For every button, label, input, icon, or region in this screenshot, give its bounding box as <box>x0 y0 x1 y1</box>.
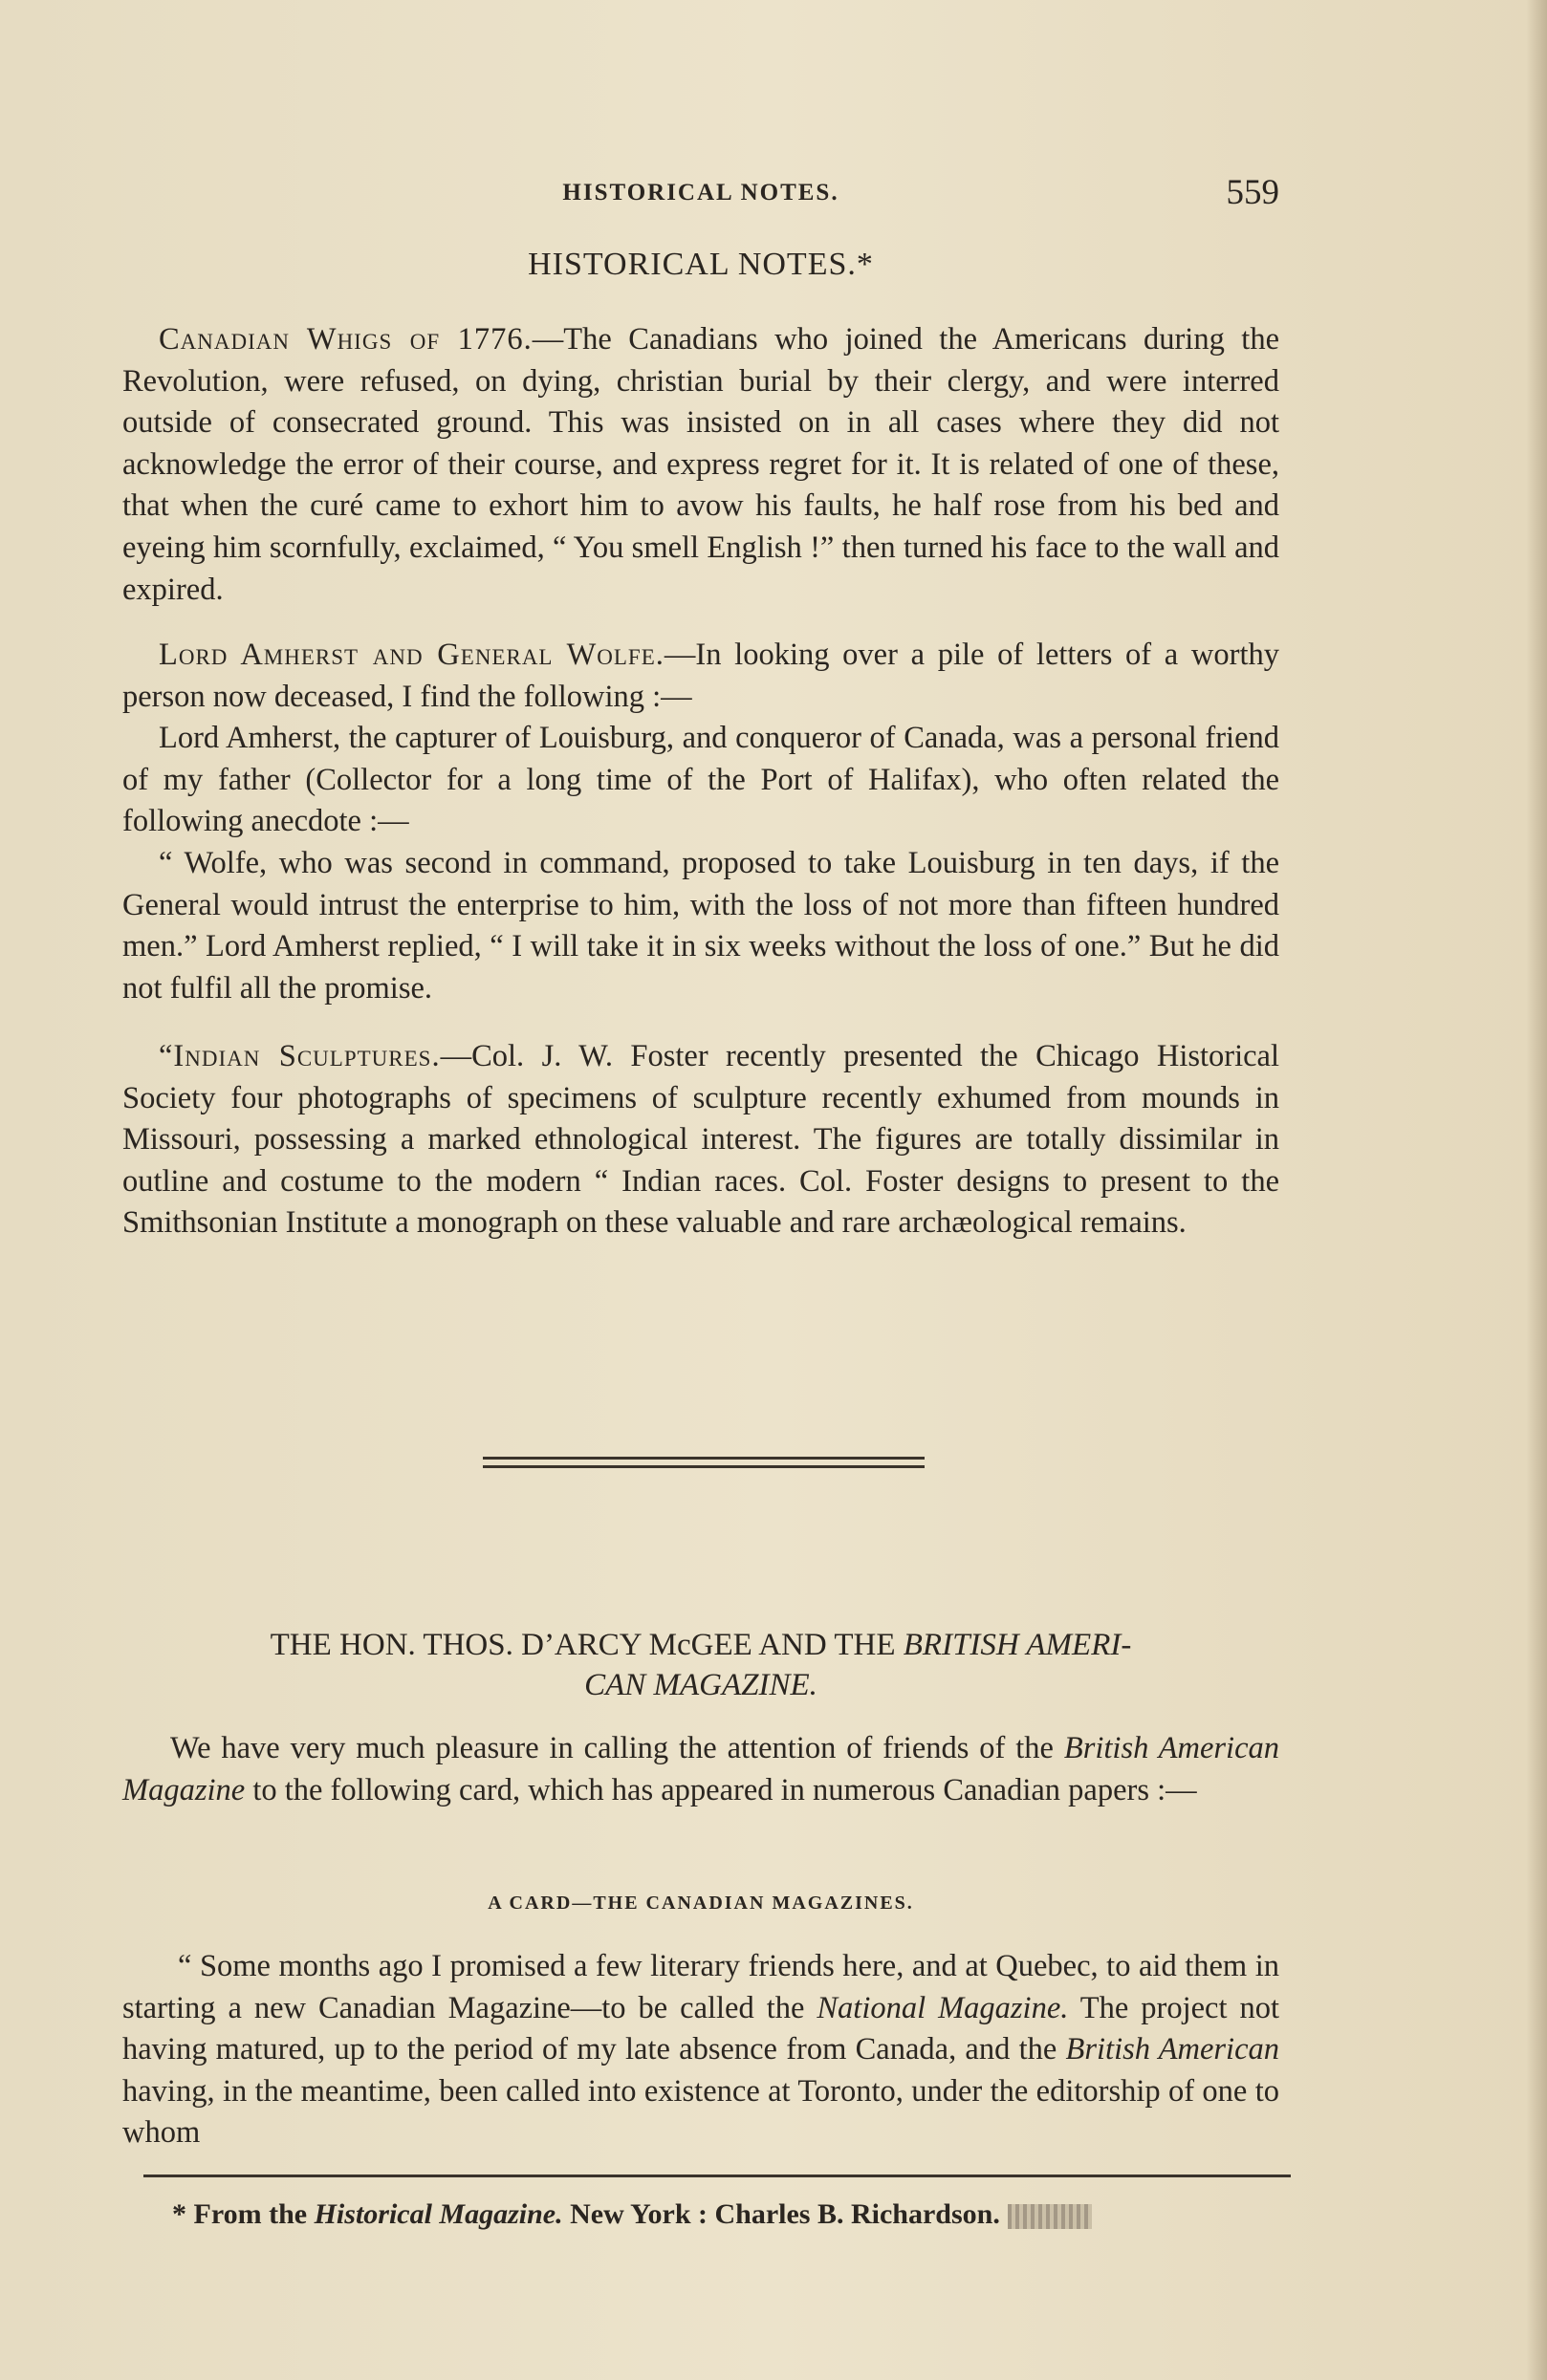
note-heading: Canadian Whigs of 1776. <box>159 322 533 357</box>
page-edge-shadow <box>1526 0 1547 2380</box>
section-title: HISTORICAL NOTES.* <box>528 247 874 282</box>
running-head <box>122 173 1279 218</box>
section-divider <box>483 1457 925 1474</box>
page-number: 559 <box>1226 173 1279 212</box>
note-canadian-whigs <box>122 319 1279 611</box>
note-amherst-wolfe <box>122 635 1279 1009</box>
note-heading: Lord Amherst and General Wolfe. <box>159 638 665 672</box>
card-text: “ Some months ago I promised a few literary friends here, and at Quebec, to aid them in starting a new Canadian Magazine—to be called the National Magazine. The project not having matured, up to the period of my late absence from Canada, and the British American having, in the meantime, been called into existence at Toronto, under the editorship of one to whom <box>122 1949 1279 2151</box>
note-text: Lord Amherst, the capturer of Louisburg, and conqueror of Canada, was a personal friend of my father (Collector for a long time of the Port of Halifax), who often related the following anecdote :— <box>122 721 1279 839</box>
ink-smudge <box>1008 2204 1092 2229</box>
footnote-rule <box>143 2174 1291 2177</box>
note-heading: “Indian Sculptures. <box>159 1039 441 1073</box>
note-text: —In looking over a pile of letters of a worthy person now deceased, I find the following :— <box>122 638 1279 714</box>
note-text: —The Canadians who joined the Americans during the Revolution, were refused, on dying, christian burial by their clergy, and were interred outside of consecrated ground. This was insisted on in all cases where they did not acknowledge the error of their course, and express regret for it. It is related of one of these, that when the curé came to exhort him to avow his faults, he half rose from his bed and eyeing him scornfully, exclaimed, “ You smell English !” then turned his face to the wall and expired. <box>122 322 1280 607</box>
running-head-title: HISTORICAL NOTES. <box>562 180 839 206</box>
footnote: * From the Historical Magazine. New York : Charles B. Richardson. <box>172 2198 1272 2231</box>
article-intro: We have very much pleasure in calling the attention of friends of the British American Magazine to the following card, which has appeared in numerous Canadian papers :— <box>122 1731 1279 1807</box>
note-text: “ Wolfe, who was second in command, proposed to take Louisburg in ten days, if the General would intrust the enterprise to him, with the loss of not more than fifteen hundred men.” Lord Amherst replied, “ I will take it in six weeks without the loss of one.” But he did not fulfil all the promise. <box>122 845 1279 1006</box>
note-indian-sculptures <box>122 1036 1279 1244</box>
card-heading: A CARD—THE CANADIAN MAGAZINES. <box>488 1893 914 1914</box>
note-text: —Col. J. W. Foster recently presented the Chicago Historical Society four photographs of specimens of sculpture recently exhumed from mounds in Missouri, possessing a marked ethnological interest. The figures are totally dissimilar in outline and costume to the modern “ Indian races. Col. Foster designs to present to the Smithsonian Institute a monograph on these valuable and rare archæological remains. <box>122 1039 1280 1241</box>
article-title: THE HON. THOS. D’ARCY McGEE AND THE BRITISH AMERI- CAN MAGAZINE. <box>270 1628 1132 1702</box>
